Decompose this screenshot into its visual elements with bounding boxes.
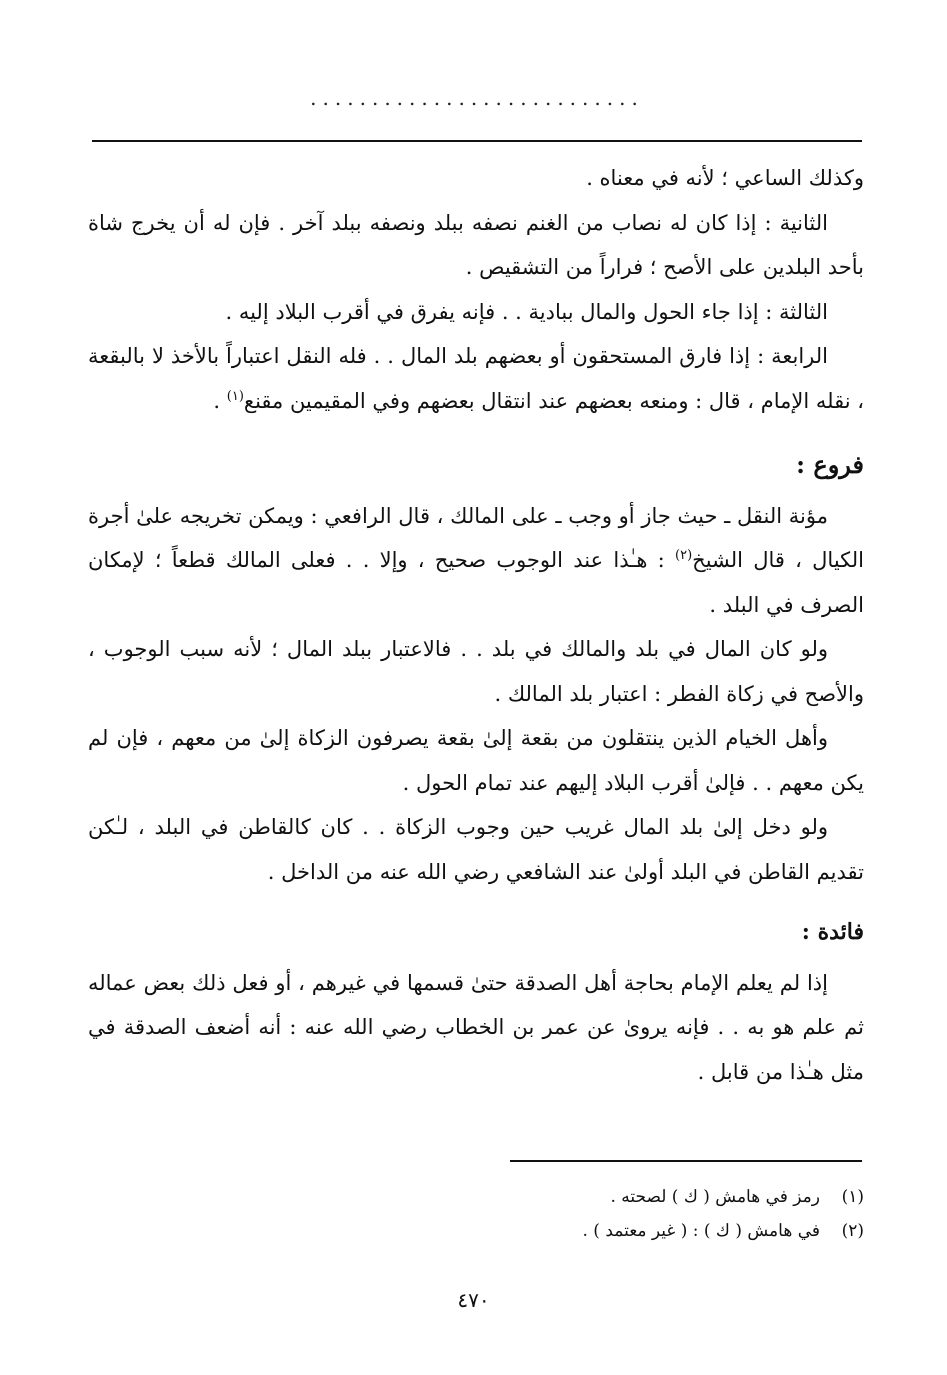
- paragraph-transport-cost: [88, 494, 864, 628]
- page-number: ٤٧٠: [457, 1288, 490, 1312]
- heading-furu: فروع :: [796, 450, 864, 479]
- main-text: [88, 156, 864, 1094]
- footnote-1: [88, 1180, 864, 1214]
- paragraph-transport-cost-a: مؤنة النقل ـ حيث جاز أو وجب ـ على المالك ، قال الرافعي : ويمكن تخريجه علىٰ أجرة الكيال ، قال الشيخ: [88, 503, 865, 572]
- header-rule: [92, 140, 862, 142]
- paragraph-tent-people: وأهل الخيام الذين ينتقلون من بقعة إلىٰ بقعة يصرفون الزكاة إلىٰ من معهم ، فإن لم يكن معهم . . فإلىٰ أقرب البلاد إليهم عند تمام الحول .: [88, 726, 864, 795]
- paragraph-imam: إذا لم يعلم الإمام بحاجة أهل الصدقة حتىٰ قسمها في غيرهم ، أو فعل ذلك بعض عماله ثم علم هو به . . فإنه يروىٰ عن عمر بن الخطاب رضي الله عنه : أنه أضعف الصدقة في مثل هـٰذا من قابل .: [88, 970, 864, 1084]
- paragraph-fourth-text: الرابعة : إذا فارق المستحقون أو بعضهم بلد المال . . فله النقل اعتباراً بالأخذ لا بالبقعة ، نقله الإمام ، قال : ومنعه بعضهم عند انتقال بعضهم وفي المقيمين مقنع: [88, 344, 864, 413]
- paragraph-stranger: ولو دخل إلىٰ بلد المال غريب حين وجوب الزكاة . . كان كالقاطن في البلد ، لـٰكن تقديم القاطن في البلد أولىٰ عند الشافعي رضي الله عنه من الداخل .: [88, 815, 864, 884]
- paragraph-second: الثانية : إذا كان له نصاب من الغنم نصفه ببلد ونصفه ببلد آخر . فإن له أن يخرج شاة بأحد البلدين على الأصح ؛ فراراً من التشقيص .: [88, 210, 864, 279]
- footnote-ref-2: (٢): [675, 548, 693, 563]
- paragraph-transport-cost-b: : هـٰذا عند الوجوب صحيح ، وإلا . . فعلى المالك قطعاً ؛ لإمكان الصرف في البلد .: [88, 548, 864, 617]
- paragraph-saai: وكذلك الساعي ؛ لأنه في معناه .: [586, 166, 864, 190]
- paragraph-fourth: [88, 334, 864, 423]
- heading-faida: فائدة :: [801, 919, 864, 945]
- paragraph-third: الثالثة : إذا جاء الحول والمال ببادية . . فإنه يفرق في أقرب البلاد إليه .: [225, 299, 828, 324]
- footnote-2: [88, 1214, 864, 1248]
- paragraph-fourth-end: .: [213, 388, 227, 413]
- footnote-2-number: (٢): [841, 1221, 864, 1241]
- footnotes: [88, 1180, 864, 1248]
- footnote-ref-1: (١): [226, 388, 244, 404]
- footnote-1-number: (١): [841, 1187, 864, 1207]
- footnote-rule: [510, 1160, 862, 1162]
- paragraph-wealth-location: ولو كان المال في بلد والمالك في بلد . . فالاعتبار ببلد المال ؛ لأنه سبب الوجوب ، والأصح في زكاة الفطر : اعتبار بلد المالك .: [88, 637, 864, 706]
- footnote-2-text: في هامش ( ك ) : ( غير معتمد ) .: [582, 1221, 820, 1241]
- footnote-1-text: رمز في هامش ( ك ) لصحته .: [610, 1187, 820, 1207]
- header-ornament-dots: ...........................: [310, 86, 644, 110]
